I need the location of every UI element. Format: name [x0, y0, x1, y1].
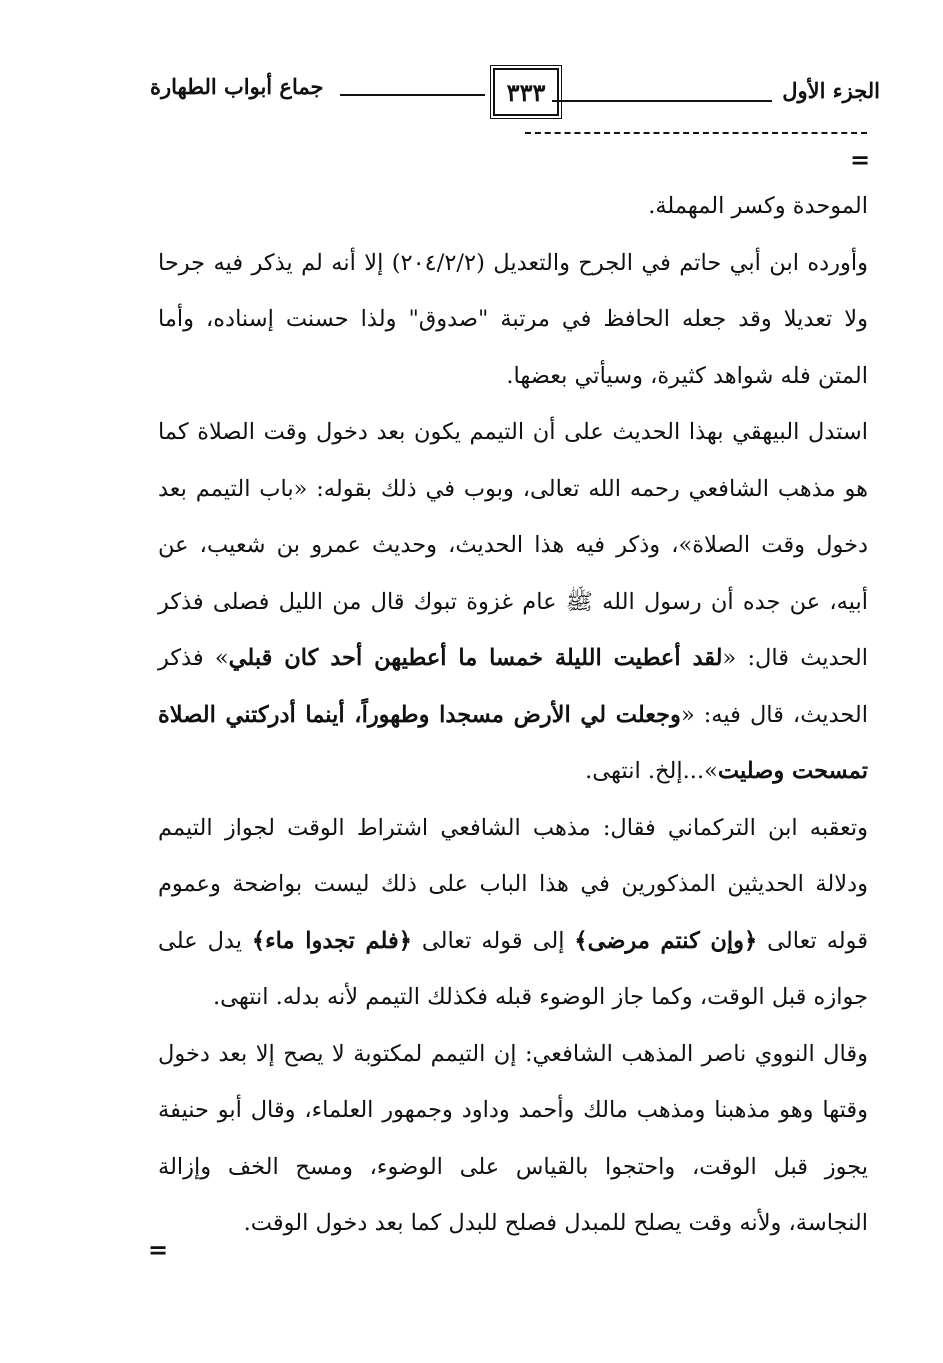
hadith-quote-2: وجعلت لي الأرض مسجدا وطهوراً، أينما أدركتني الصلاة تمسحت وصليت [158, 701, 868, 784]
page-number [493, 68, 559, 116]
paragraph-2: وأورده ابن أبي حاتم في الجرح والتعديل (٢٠٤/٢/٢) إلا أنه لم يذكر فيه جرحا ولا تعديلا وقد جعله الحافظ في مرتبة "صدوق" ولذا حسنت إسناده، وأما المتن فله شواهد كثيرة، وسيأتي بعضها. [158, 249, 868, 389]
paragraph-4-text-c: إلى قوله تعالى [411, 927, 575, 954]
continuation-mark-top: = [850, 145, 871, 174]
paragraph-3-text-c: » فذكر الحديث، قال فيه: « [158, 645, 868, 728]
page-number-text: ٣٣٣ [506, 77, 546, 107]
paragraph-5: وقال النووي ناصر المذهب الشافعي: إن التيمم لمكتوبة لا يصح إلا بعد دخول وقتها وهو مذهبنا ومذهب مالك وأحمد وداود وجمهور العلماء، وقال أبو حنيفة يجوز قبل الوقت، واحتجوا بالقياس على الوضوء، ومسح الخف وإزالة النجاسة، ولأنه وقت يصلح للمبدل فصلح للبدل كما بعد دخول الوقت. [158, 1040, 868, 1236]
continuation-mark-bottom: = [148, 1235, 169, 1264]
quran-quote-1: ﴿وإن كنتم مرضى﴾ [574, 927, 758, 954]
quran-quote-2: ﴿فلم تجدوا ماء﴾ [251, 927, 412, 954]
header-rule-left [340, 94, 485, 96]
paragraph-3-text-e: »...إلخ. انتهى. [585, 758, 718, 784]
volume-title: الجزء الأول [782, 78, 880, 103]
paragraph-3 [158, 404, 868, 800]
paragraph-1: الموحدة وكسر المهملة. [648, 193, 868, 219]
chapter-title: جماع أبواب الطهارة [150, 74, 324, 99]
page-header [150, 62, 880, 122]
footnote-separator [525, 132, 867, 134]
paragraph-4-text-a: وتعقبه ابن التركماني فقال: مذهب الشافعي اشتراط الوقت لجواز التيمم ودلالة الحديثين المذكورين في هذا الباب على ذلك ليست بواضحة وعموم قوله تعالى [158, 814, 868, 954]
hadith-quote-1: لقد أعطيت الليلة خمسا ما أعطيهن أحد كان قبلي [228, 645, 723, 671]
header-rule-right [552, 100, 772, 102]
paragraph-4 [158, 800, 868, 1026]
page-body [158, 178, 868, 1252]
paragraph-4-text-e: يدل على جوازه قبل الوقت، وكما جاز الوضوء قبله فكذلك التيمم لأنه بدله. انتهى. [158, 927, 868, 1010]
paragraph-3-text-a: استدل البيهقي بهذا الحديث على أن التيمم يكون بعد دخول وقت الصلاة كما هو مذهب الشافعي رحمه الله تعالى، وبوب في ذلك بقوله: «باب التيمم بعد دخول وقت الصلاة»، وذكر فيه هذا الحديث، وحديث عمرو بن شعيب، عن أبيه، عن جده أن رسول الله ﷺ عام غزوة تبوك قال من الليل فصلى فذكر الحديث قال: « [158, 419, 868, 671]
